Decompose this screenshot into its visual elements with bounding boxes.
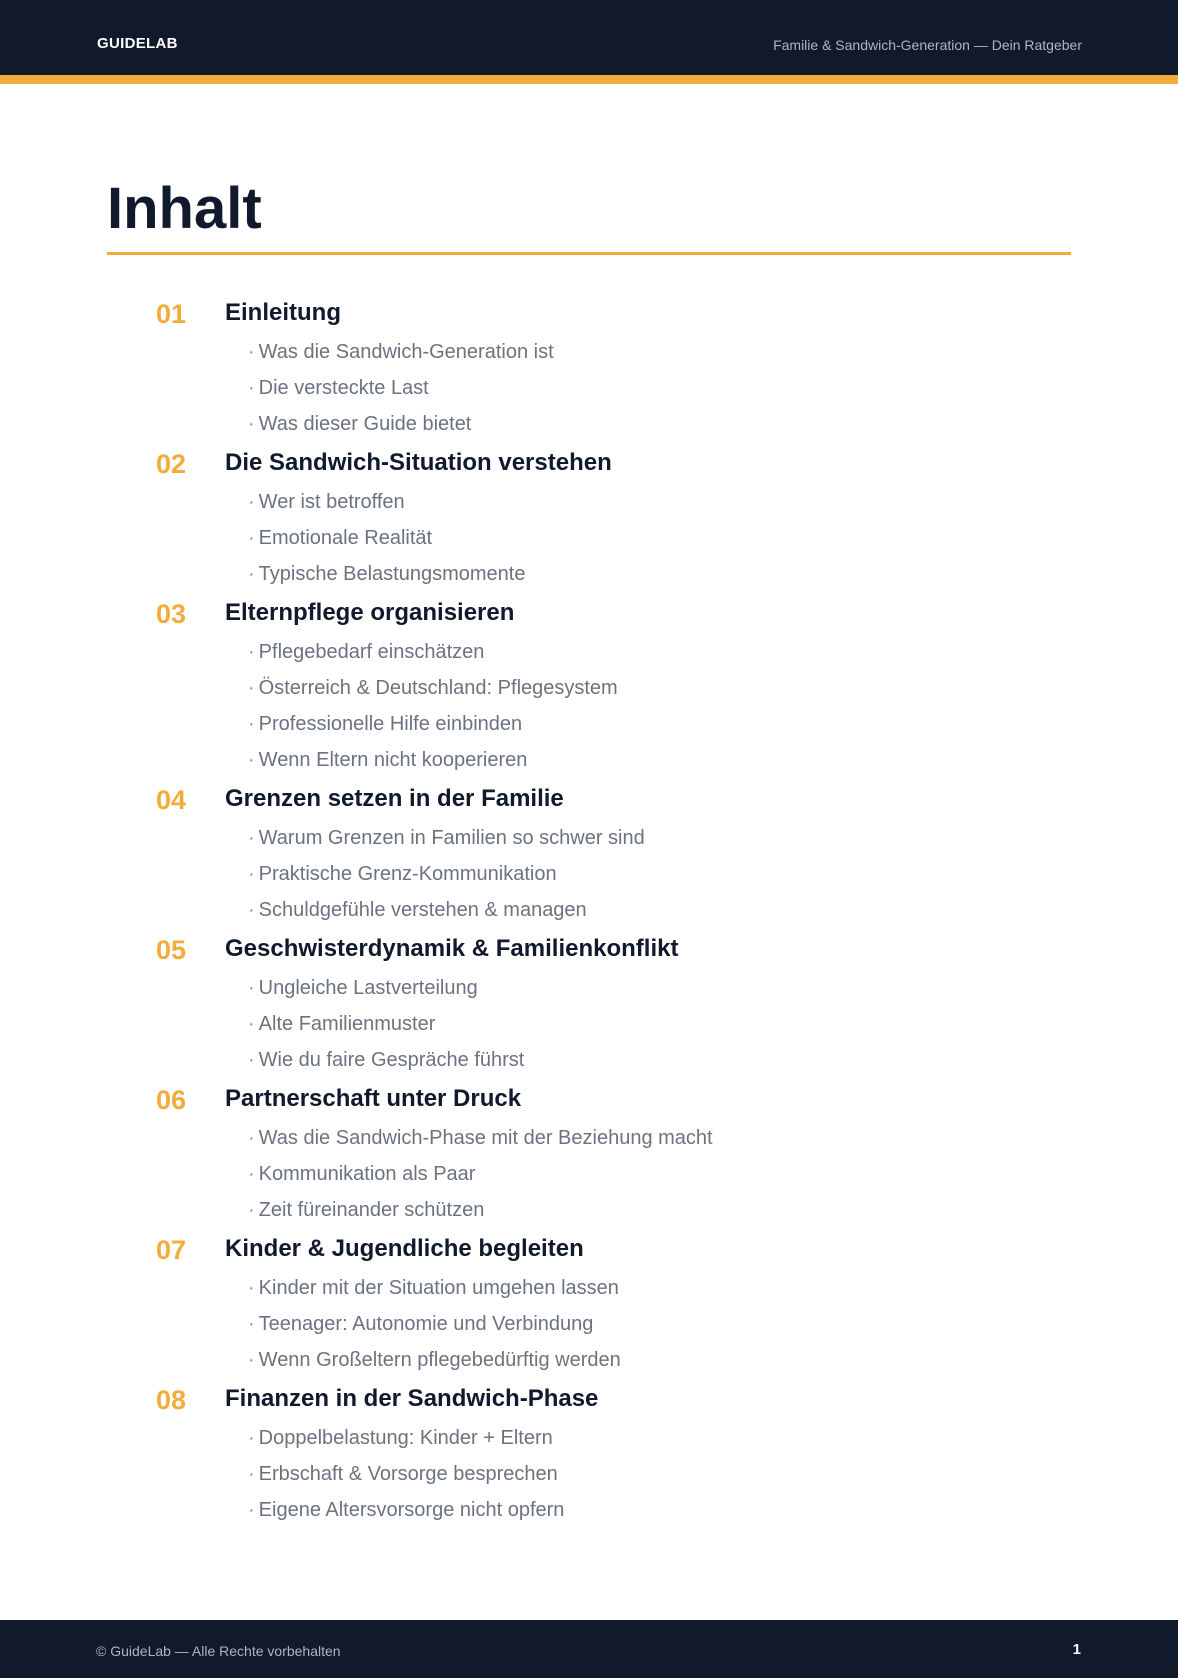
subsection-item[interactable] <box>248 520 525 556</box>
subsection-item[interactable] <box>248 1306 621 1342</box>
section-title[interactable]: Elternpflege organisieren <box>225 599 515 626</box>
subsection-label: Praktische Grenz-Kommunikation <box>258 863 557 885</box>
page-title: Inhalt <box>107 176 262 241</box>
bullet-dot-icon: · <box>248 413 255 435</box>
subsection-item[interactable] <box>248 1456 564 1492</box>
subsection-label: Schuldgefühle verstehen & managen <box>258 899 587 921</box>
section-number: 08 <box>156 1385 187 1415</box>
section-title[interactable]: Geschwisterdynamik & Familienkonflikt <box>225 935 679 962</box>
toc-section[interactable] <box>0 1383 1178 1533</box>
subsection-label: Doppelbelastung: Kinder + Eltern <box>258 1427 553 1449</box>
subsection-item[interactable] <box>248 370 554 406</box>
section-title[interactable]: Partnerschaft unter Druck <box>225 1085 522 1112</box>
section-title[interactable]: Grenzen setzen in der Familie <box>225 785 564 812</box>
subsection-label: Ungleiche Lastverteilung <box>258 977 478 999</box>
bullet-dot-icon: · <box>248 677 255 699</box>
subsection-item[interactable] <box>248 406 554 442</box>
subsection-label: Pflegebedarf einschätzen <box>258 641 485 663</box>
subsection-label: Österreich & Deutschland: Pflegesystem <box>258 677 618 699</box>
bullet-dot-icon: · <box>248 563 255 585</box>
subsection-item[interactable] <box>248 634 618 670</box>
page-number: 1 <box>1072 1641 1081 1658</box>
header-subtitle: Familie & Sandwich-Generation — Dein Ratgeber <box>773 37 1082 53</box>
subsection-item[interactable] <box>248 1270 621 1306</box>
subsection-item[interactable] <box>248 706 618 742</box>
subsection-label: Alte Familienmuster <box>258 1013 436 1035</box>
subsection-item[interactable] <box>248 1120 713 1156</box>
subsection-item[interactable] <box>248 742 618 778</box>
subsection-item[interactable] <box>248 1156 713 1192</box>
subsection-item[interactable] <box>248 970 524 1006</box>
page-header <box>0 0 1178 75</box>
subsection-list <box>248 634 618 778</box>
subsection-label: Wie du faire Gespräche führst <box>258 1049 525 1071</box>
subsection-item[interactable] <box>248 820 645 856</box>
bullet-dot-icon: · <box>248 1427 255 1449</box>
bullet-dot-icon: · <box>248 1049 255 1071</box>
subsection-item[interactable] <box>248 892 645 928</box>
subsection-list <box>248 970 524 1078</box>
section-number: 04 <box>156 785 187 815</box>
subsection-list <box>248 484 525 592</box>
subsection-label: Emotionale Realität <box>258 527 433 549</box>
section-title[interactable]: Finanzen in der Sandwich-Phase <box>225 1385 599 1412</box>
subsection-label: Zeit füreinander schützen <box>258 1199 485 1221</box>
subsection-label: Wer ist betroffen <box>258 491 405 513</box>
bullet-dot-icon: · <box>248 827 255 849</box>
bullet-dot-icon: · <box>248 1499 255 1521</box>
bullet-dot-icon: · <box>248 491 255 513</box>
subsection-item[interactable] <box>248 1042 524 1078</box>
section-number: 06 <box>156 1085 187 1115</box>
bullet-dot-icon: · <box>248 341 255 363</box>
bullet-dot-icon: · <box>248 377 255 399</box>
section-number: 01 <box>156 299 187 329</box>
subsection-label: Wenn Eltern nicht kooperieren <box>258 749 528 771</box>
subsection-list <box>248 334 554 442</box>
section-number: 02 <box>156 449 187 479</box>
subsection-list <box>248 1120 713 1228</box>
section-title[interactable]: Die Sandwich-Situation verstehen <box>225 449 612 476</box>
section-title[interactable]: Kinder & Jugendliche begleiten <box>225 1235 584 1262</box>
subsection-label: Kinder mit der Situation umgehen lassen <box>258 1277 619 1299</box>
section-number: 07 <box>156 1235 187 1265</box>
title-divider <box>107 252 1071 255</box>
bullet-dot-icon: · <box>248 749 255 771</box>
bullet-dot-icon: · <box>248 899 255 921</box>
subsection-label: Kommunikation als Paar <box>258 1163 476 1185</box>
bullet-dot-icon: · <box>248 1313 255 1335</box>
subsection-list <box>248 820 645 928</box>
toc-section[interactable] <box>0 1083 1178 1233</box>
subsection-label: Was dieser Guide bietet <box>258 413 472 435</box>
subsection-item[interactable] <box>248 670 618 706</box>
subsection-list <box>248 1420 564 1528</box>
subsection-label: Die versteckte Last <box>258 377 429 399</box>
subsection-label: Typische Belastungsmomente <box>258 563 526 585</box>
subsection-label: Eigene Altersvorsorge nicht opfern <box>258 1499 565 1521</box>
section-title[interactable]: Einleitung <box>225 299 341 326</box>
bullet-dot-icon: · <box>248 1199 255 1221</box>
bullet-dot-icon: · <box>248 1127 255 1149</box>
subsection-item[interactable] <box>248 1492 564 1528</box>
table-of-contents <box>0 297 1178 1533</box>
header-accent-stripe <box>0 75 1178 84</box>
toc-section[interactable] <box>0 297 1178 447</box>
toc-section[interactable] <box>0 597 1178 783</box>
subsection-label: Erbschaft & Vorsorge besprechen <box>258 1463 558 1485</box>
subsection-item[interactable] <box>248 1420 564 1456</box>
bullet-dot-icon: · <box>248 641 255 663</box>
section-number: 05 <box>156 935 187 965</box>
subsection-item[interactable] <box>248 1342 621 1378</box>
subsection-list <box>248 1270 621 1378</box>
page-footer <box>0 1620 1178 1678</box>
subsection-label: Warum Grenzen in Familien so schwer sind <box>258 827 645 849</box>
bullet-dot-icon: · <box>248 977 255 999</box>
subsection-label: Teenager: Autonomie und Verbindung <box>258 1313 594 1335</box>
toc-section[interactable] <box>0 1233 1178 1383</box>
toc-section[interactable] <box>0 447 1178 597</box>
bullet-dot-icon: · <box>248 1013 255 1035</box>
subsection-item[interactable] <box>248 1192 713 1228</box>
toc-section[interactable] <box>0 933 1178 1083</box>
subsection-item[interactable] <box>248 1006 524 1042</box>
bullet-dot-icon: · <box>248 1349 255 1371</box>
bullet-dot-icon: · <box>248 713 255 735</box>
section-number: 03 <box>156 599 187 629</box>
subsection-label: Professionelle Hilfe einbinden <box>258 713 523 735</box>
bullet-dot-icon: · <box>248 863 255 885</box>
toc-section[interactable] <box>0 783 1178 933</box>
bullet-dot-icon: · <box>248 527 255 549</box>
bullet-dot-icon: · <box>248 1163 255 1185</box>
subsection-item[interactable] <box>248 484 525 520</box>
subsection-item[interactable] <box>248 556 525 592</box>
bullet-dot-icon: · <box>248 1277 255 1299</box>
bullet-dot-icon: · <box>248 1463 255 1485</box>
subsection-label: Was die Sandwich-Generation ist <box>258 341 554 363</box>
brand-logo-text: GUIDELAB <box>97 35 178 52</box>
subsection-item[interactable] <box>248 334 554 370</box>
subsection-item[interactable] <box>248 856 645 892</box>
subsection-label: Was die Sandwich-Phase mit der Beziehung macht <box>258 1127 713 1149</box>
copyright-notice: © GuideLab — Alle Rechte vorbehalten <box>96 1643 341 1659</box>
subsection-label: Wenn Großeltern pflegebedürftig werden <box>258 1349 621 1371</box>
